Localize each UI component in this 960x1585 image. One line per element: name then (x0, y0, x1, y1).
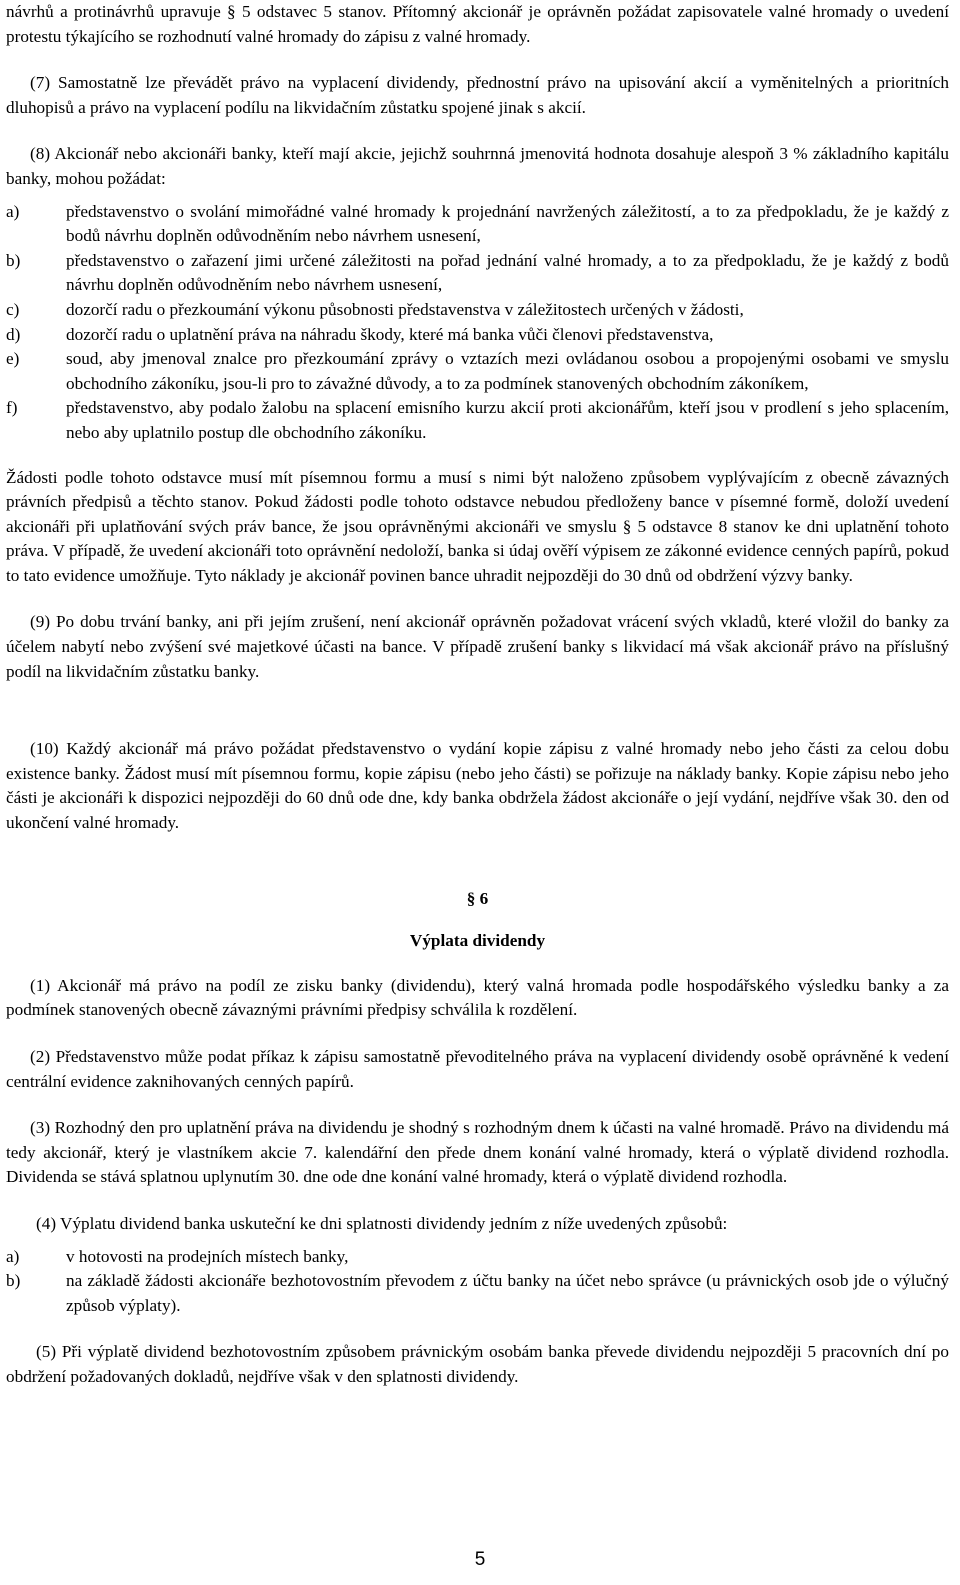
list-label: c) (6, 299, 20, 319)
paragraph-6-2: (2) Představenstvo může podat příkaz k zápisu samostatně převoditelného práva na vyplacení dividendy osobě oprávněné k vedení centrální evidence zaknihovaných cenných papírů. (6, 1047, 949, 1091)
list-item-8b (6, 249, 949, 298)
paragraph-6-1: (1) Akcionář má právo na podíl ze zisku banky (dividendu), který valná hromada podle hospodářského výsledku banky a za podmínek stanovených obecně závaznými právními předpisy schválila k rozdělení. (6, 975, 949, 1020)
list-label: b) (6, 250, 21, 270)
list-item-8c (6, 298, 949, 323)
list-label: e) (6, 349, 20, 369)
list-item-8d (6, 323, 949, 348)
paragraph-10: (10) Každý akcionář má právo požádat představenstvo o vydání kopie zápisu z valné hromady nebo jeho části za celou dobu existence banky. Žádost musí mít písemnou formu, kopie zápisu (nebo jeho části) se pořizuje na náklady banky. Kopie zápisu nebo jeho části je akcionáři k dispozici nejpozději do 60 dnů ode dne, kdy banka obdržela žádost akcionáře o její vydání, nejdříve však 30. den od ukončení valné hromady. (6, 739, 949, 833)
paragraph-6-3: (3) Rozhodný den pro uplatnění práva na dividendu je shodný s rozhodným dnem k účasti na valné hromadě. Právo na dividendu má tedy akcionář, který je vlastníkem akcie 7. kalendářní den přede dnem konání valné hromady, která o výplatě dividend rozhodla. Dividenda se stává splatnou uplynutím 30. dne ode dne konání valné hromady, která o výplatě dividend rozhodla. (6, 1118, 949, 1187)
list-item-8e (6, 347, 949, 396)
paragraph-8-intro: (8) Akcionář nebo akcionáři banky, kteří mají akcie, jejichž souhrnná jmenovitá hodnota dosahuje alespoň 3 % základního kapitálu banky, mohou požádat: (6, 144, 949, 188)
list-text: představenstvo, aby podalo žalobu na splacení emisního kurzu akcií proti akcionářům, kteří jsou v prodlení s jeho splacením, nebo aby uplatnilo postup dle obchodního zákoníku. (66, 398, 949, 442)
list-label: a) (6, 1246, 20, 1266)
list-text: představenstvo o zařazení jimi určené záležitosti na pořad jednání valné hromady, a to za předpokladu, že je každý z bodů návrhu doplněn odůvodněním nebo návrhem usnesení, (66, 250, 949, 295)
paragraph-6-4-intro: (4) Výplatu dividend banka uskuteční ke dni splatnosti dividendy jedním z níže uvedených způsobů: (36, 1213, 728, 1233)
list-label: a) (6, 201, 20, 221)
paragraph-8-closing: Žádosti podle tohoto odstavce musí mít písemnou formu a musí s nimi být naloženo způsobem vyplývajícím z obecně závazných právních předpisů a těchto stanov. Pokud žádosti podle tohoto odstavce nebudou předloženy bance v písemné formě, doloží uvedení akcionáři při uplatňování svých práv bance, že jsou oprávněnými akcionáři ve smyslu § 5 odstavce 8 stanov ke dni uplatnění tohoto práva. V případě, že uvedení akcionáři toto oprávnění nedoloží, banka si údaj ověří výpisem ze zákonné evidence cenných papírů, pokud to tato evidence umožňuje. Tyto náklady je akcionář povinen bance uhradit nejpozději do 30 dnů od obdržení výzvy banky. (6, 467, 949, 585)
list-item-8f (6, 396, 949, 445)
section-number: § 6 (466, 888, 489, 908)
list-text: dozorčí radu o přezkoumání výkonu působnosti představenstva v záležitostech určených v žádosti, (66, 299, 744, 319)
list-text: v hotovosti na prodejních místech banky, (66, 1246, 349, 1266)
page-number: 5 (474, 1549, 486, 1570)
list-text: na základě žádosti akcionáře bezhotovostním převodem z účtu banky na účet nebo správce (u právnických osob jde o výlučný způsob výplaty). (66, 1271, 949, 1315)
list-text: dozorčí radu o uplatnění práva na náhradu škody, které má banka vůči členovi představenstva, (66, 324, 714, 344)
paragraph-continuation: návrhů a protinávrhů upravuje § 5 odstavec 5 stanov. Přítomný akcionář je oprávněn požádat zapisovatele valné hromady o uvedení protestu týkajícího se rozhodnutí valné hromady do zápisu z valné hromady. (6, 2, 949, 46)
list-label: d) (6, 324, 21, 344)
list-item-4b (6, 1269, 949, 1318)
list-label: b) (6, 1271, 21, 1291)
paragraph-9: (9) Po dobu trvání banky, ani při jejím zrušení, není akcionář oprávněn požadovat vrácení svých vkladů, které vložil do banky za účelem nabytí nebo zvýšení své majetkové účasti na bance. V případě zrušení banky s likvidací má však akcionář právo na příslušný podíl na likvidačním zůstatku banky. (6, 612, 949, 681)
document-page (6, 0, 949, 1390)
list-text: soud, aby jmenoval znalce pro přezkoumání zprávy o vztazích mezi ovládanou osobou a propojenými osobami ve smyslu obchodního zákoníku, jsou-li pro to závažné důvody, a to za podmínek stanovených obchodním zákoníkem, (66, 349, 949, 393)
list-item-8a (6, 200, 949, 249)
section-title: Výplata dividendy (409, 931, 546, 951)
paragraph-7: (7) Samostatně lze převádět právo na vyplacení dividendy, přednostní právo na upisování akcií a vyměnitelných a prioritních dluhopisů a právo na vyplacení podílu na likvidačním zůstatku spojené jinak s akcií. (6, 73, 949, 117)
list-text: představenstvo o svolání mimořádné valné hromady k projednání navržených záležitostí, a to za předpokladu, že je každý z bodů návrhu doplněn odůvodněním nebo návrhem usnesení, (66, 201, 949, 246)
list-label: f) (6, 398, 18, 418)
list-item-4a (6, 1245, 949, 1270)
paragraph-6-5: (5) Při výplatě dividend bezhotovostním způsobem právnickým osobám banka převede dividendu nejpozději 5 pracovních dní po obdržení požadovaných dokladů, nejdříve však v den splatnosti dividendy. (6, 1342, 949, 1386)
